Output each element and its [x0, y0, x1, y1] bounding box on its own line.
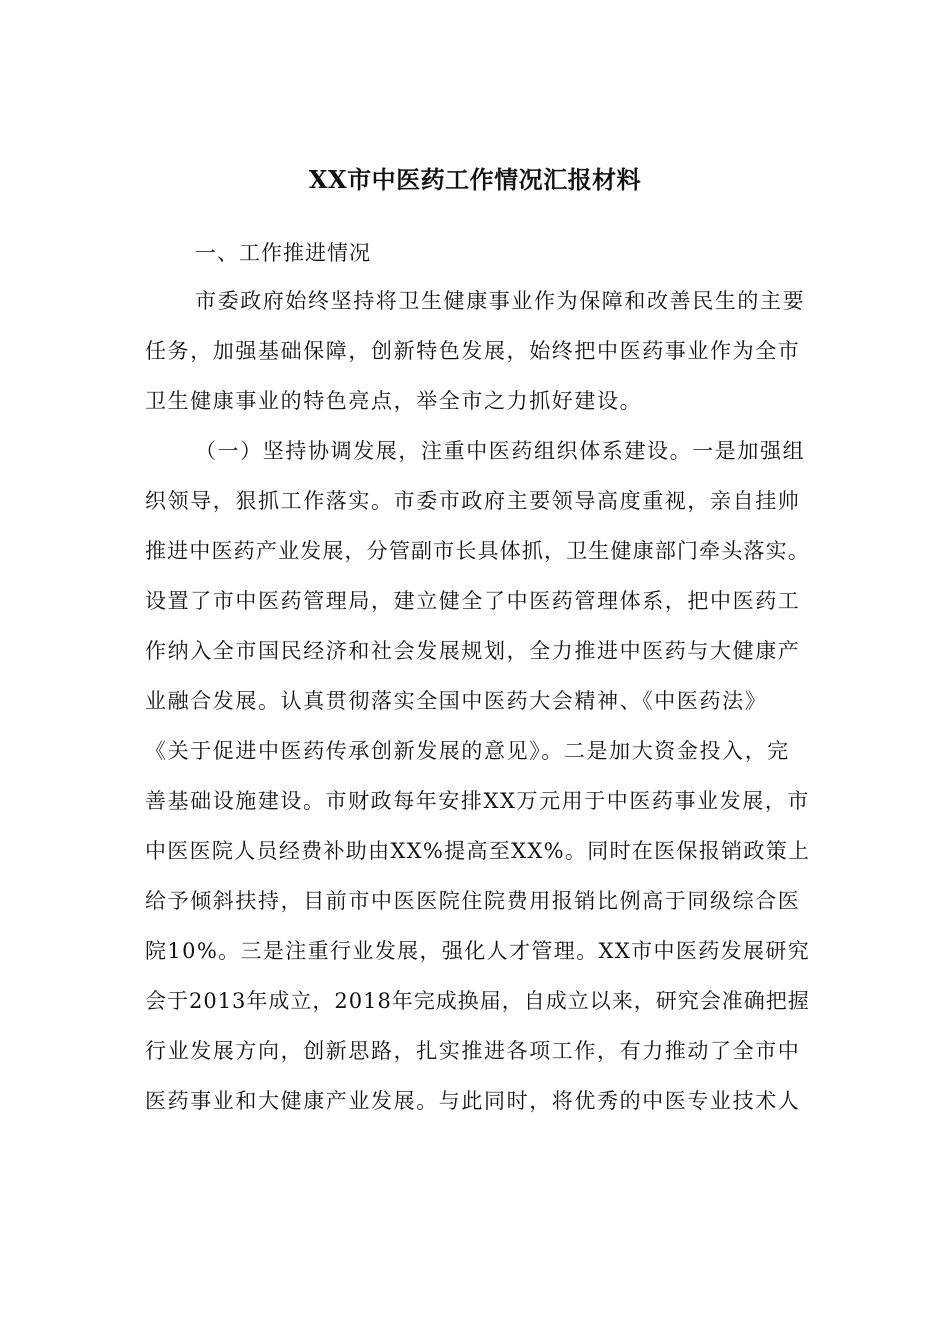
paragraph-line: 行业发展方向，创新思路，扎实推进各项工作，有力推动了全市中	[145, 1039, 801, 1063]
paragraph-line: 医药事业和大健康产业发展。与此同时，将优秀的中医专业技术人	[145, 1089, 801, 1113]
paragraph-line: 设置了市中医药管理局，建立健全了中医药管理体系，把中医药工	[145, 589, 801, 613]
paragraph-line: 善基础设施建设。市财政每年安排XX万元用于中医药事业发展，市	[145, 789, 810, 813]
section-heading: 一、工作推进情况	[195, 241, 371, 265]
paragraph-line: 《关于促进中医药传承创新发展的意见》。二是加大资金投入，完	[145, 739, 790, 763]
paragraph-line: （一）坚持协调发展，注重中医药组织体系建设。一是加强组	[195, 439, 806, 463]
paragraph-line: 作纳入全市国民经济和社会发展规划，全力推进中医药与大健康产	[145, 639, 801, 663]
paragraph-line: 市委政府始终坚持将卫生健康事业作为保障和改善民生的主要	[195, 289, 806, 313]
document-title: XX市中医药工作情况汇报材料	[308, 165, 642, 194]
paragraph-line: 任务，加强基础保障，创新特色发展，始终把中医药事业作为全市	[145, 339, 801, 363]
paragraph-line: 推进中医药产业发展，分管副市长具体抓，卫生健康部门牵头落实。	[145, 539, 810, 563]
paragraph-line: 卫生健康事业的特色亮点，举全市之力抓好建设。	[145, 389, 643, 413]
paragraph-line: 会于2013年成立，2018年完成换届，自成立以来，研究会准确把握	[145, 989, 810, 1013]
paragraph-line: 给予倾斜扶持，目前市中医医院住院费用报销比例高于同级综合医	[145, 889, 801, 913]
paragraph-line: 业融合发展。认真贯彻落实全国中医药大会精神、《中医药法》	[145, 689, 768, 713]
paragraph-line: 中医医院人员经费补助由XX%提高至XX%。同时在医保报销政策上	[145, 839, 811, 863]
paragraph-line: 院10%。三是注重行业发展，强化人才管理。XX市中医药发展研究	[145, 939, 811, 963]
paragraph-line: 织领导，狠抓工作落实。市委市政府主要领导高度重视，亲自挂帅	[145, 489, 801, 513]
